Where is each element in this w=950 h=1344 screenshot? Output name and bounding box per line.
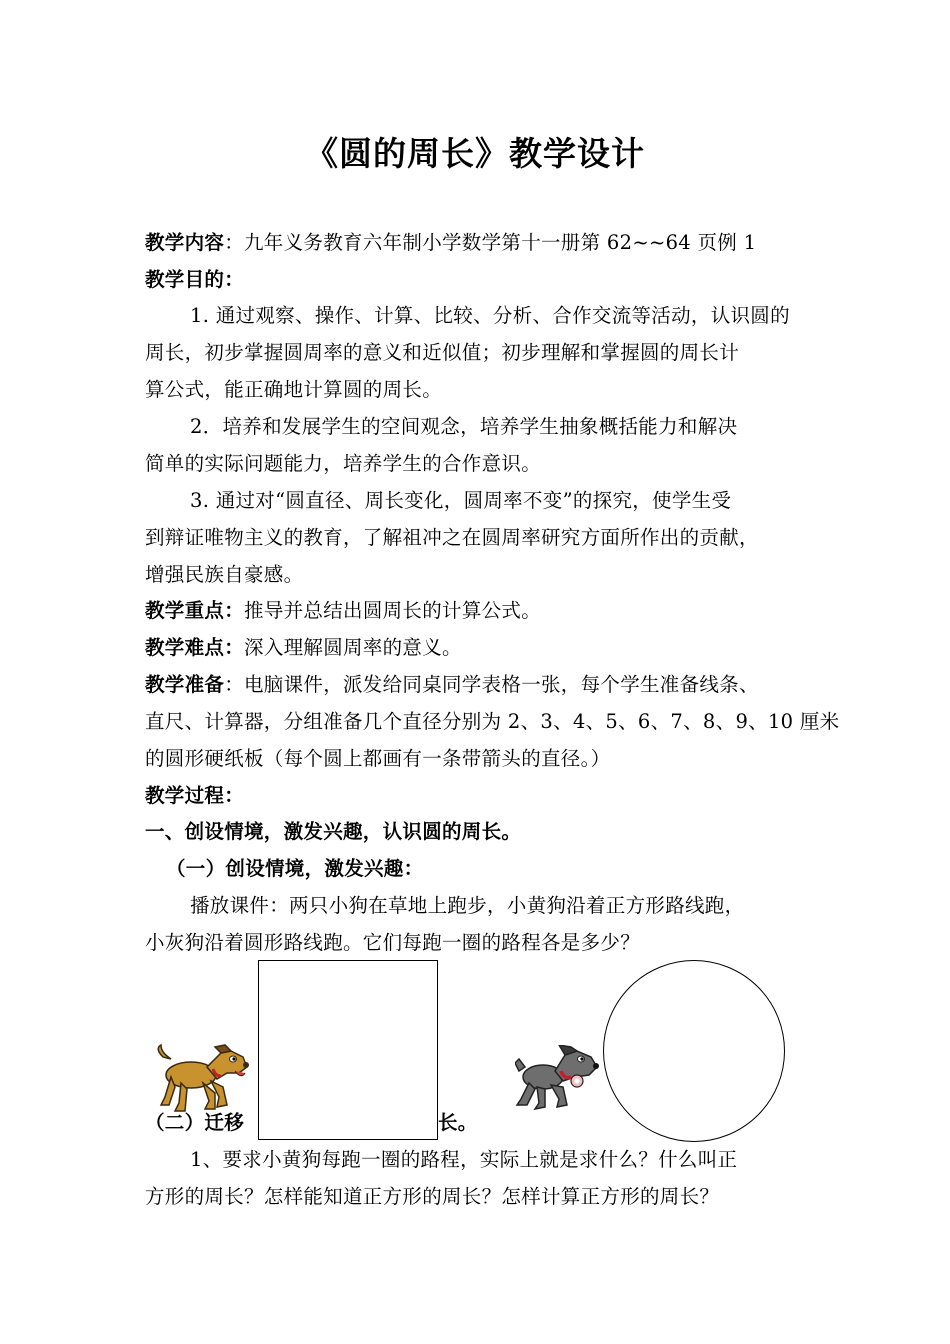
preparation-text: ：电脑课件，派发给同桌同学表格一张，每个学生准备线条、 xyxy=(224,673,759,696)
subsection-1-heading: （一）创设情境，激发兴趣： xyxy=(166,857,424,880)
objective-3-line-1: 3. 通过对“圆直径、周长变化，圆周率不变”的探究，使学生受 xyxy=(190,489,732,512)
objective-3-line-2: 到辩证唯物主义的教育，了解祖冲之在圆周率研究方面所作出的贡献， xyxy=(145,526,759,549)
yellow-dog-icon xyxy=(155,1043,251,1115)
difficulty xyxy=(145,629,825,666)
preparation-label: 教学准备 xyxy=(145,673,225,696)
preparation-line-2: 直尺、计算器，分组准备几个直径分别为 2、3、4、5、6、7、8、9、10 厘米 xyxy=(145,710,840,733)
objective-3-line-3: 增强民族自豪感。 xyxy=(145,563,304,586)
scenario-line-1: 播放课件：两只小狗在草地上跑步，小黄狗沿着正方形路线跑， xyxy=(190,894,745,917)
preparation-line-1 xyxy=(145,666,825,703)
key-point-label: 教学重点： xyxy=(145,599,245,622)
teaching-content-text: ：九年义务教育六年制小学数学第十一册第 62~~64 页例 1 xyxy=(224,231,757,254)
objective-1-line-1: 1. 通过观察、操作、计算、比较、分析、合作交流等活动，认识圆的 xyxy=(190,304,790,327)
preparation-line-3: 的圆形硬纸板（每个圆上都画有一条带箭头的直径。） xyxy=(145,747,611,770)
key-point xyxy=(145,592,825,629)
gray-dog-icon xyxy=(515,1045,601,1111)
objective-1-line-3: 算公式，能正确地计算圆的周长。 xyxy=(145,378,443,401)
key-point-text: 推导并总结出圆周长的计算公式。 xyxy=(244,599,542,622)
question-1-line-2: 方形的周长？怎样能知道正方形的周长？怎样计算正方形的周长？ xyxy=(145,1185,720,1208)
process-heading: 教学过程： xyxy=(145,784,245,807)
teaching-content-label: 教学内容 xyxy=(145,231,225,254)
subsection-2-heading-left: （二）迁移 xyxy=(145,1111,245,1134)
scenario-line-2: 小灰狗沿着圆形路线跑。它们每跑一圈的路程各是多少？ xyxy=(145,931,641,954)
question-1-line-1: 1、要求小黄狗每跑一圈的路程，实际上就是求什么？什么叫正 xyxy=(190,1148,738,1171)
teaching-content xyxy=(145,224,825,261)
objective-2-line-1: 2．培养和发展学生的空间观念，培养学生抽象概括能力和解决 xyxy=(190,415,738,438)
circle-path-figure xyxy=(603,960,785,1142)
difficulty-text: 深入理解圆周率的意义。 xyxy=(244,636,462,659)
objectives-heading: 教学目的： xyxy=(145,268,245,291)
objective-1-line-2: 周长，初步掌握圆周率的意义和近似值；初步理解和掌握圆的周长计 xyxy=(145,341,740,364)
section-1-heading: 一、创设情境，激发兴趣，认识圆的周长。 xyxy=(145,820,522,843)
subsection-2-heading-right: 长。 xyxy=(438,1111,478,1134)
objective-2-line-2: 简单的实际问题能力，培养学生的合作意识。 xyxy=(145,452,542,475)
square-path-figure xyxy=(258,960,438,1140)
difficulty-label: 教学难点： xyxy=(145,636,245,659)
document-title: 《圆的周长》教学设计 xyxy=(305,134,645,173)
